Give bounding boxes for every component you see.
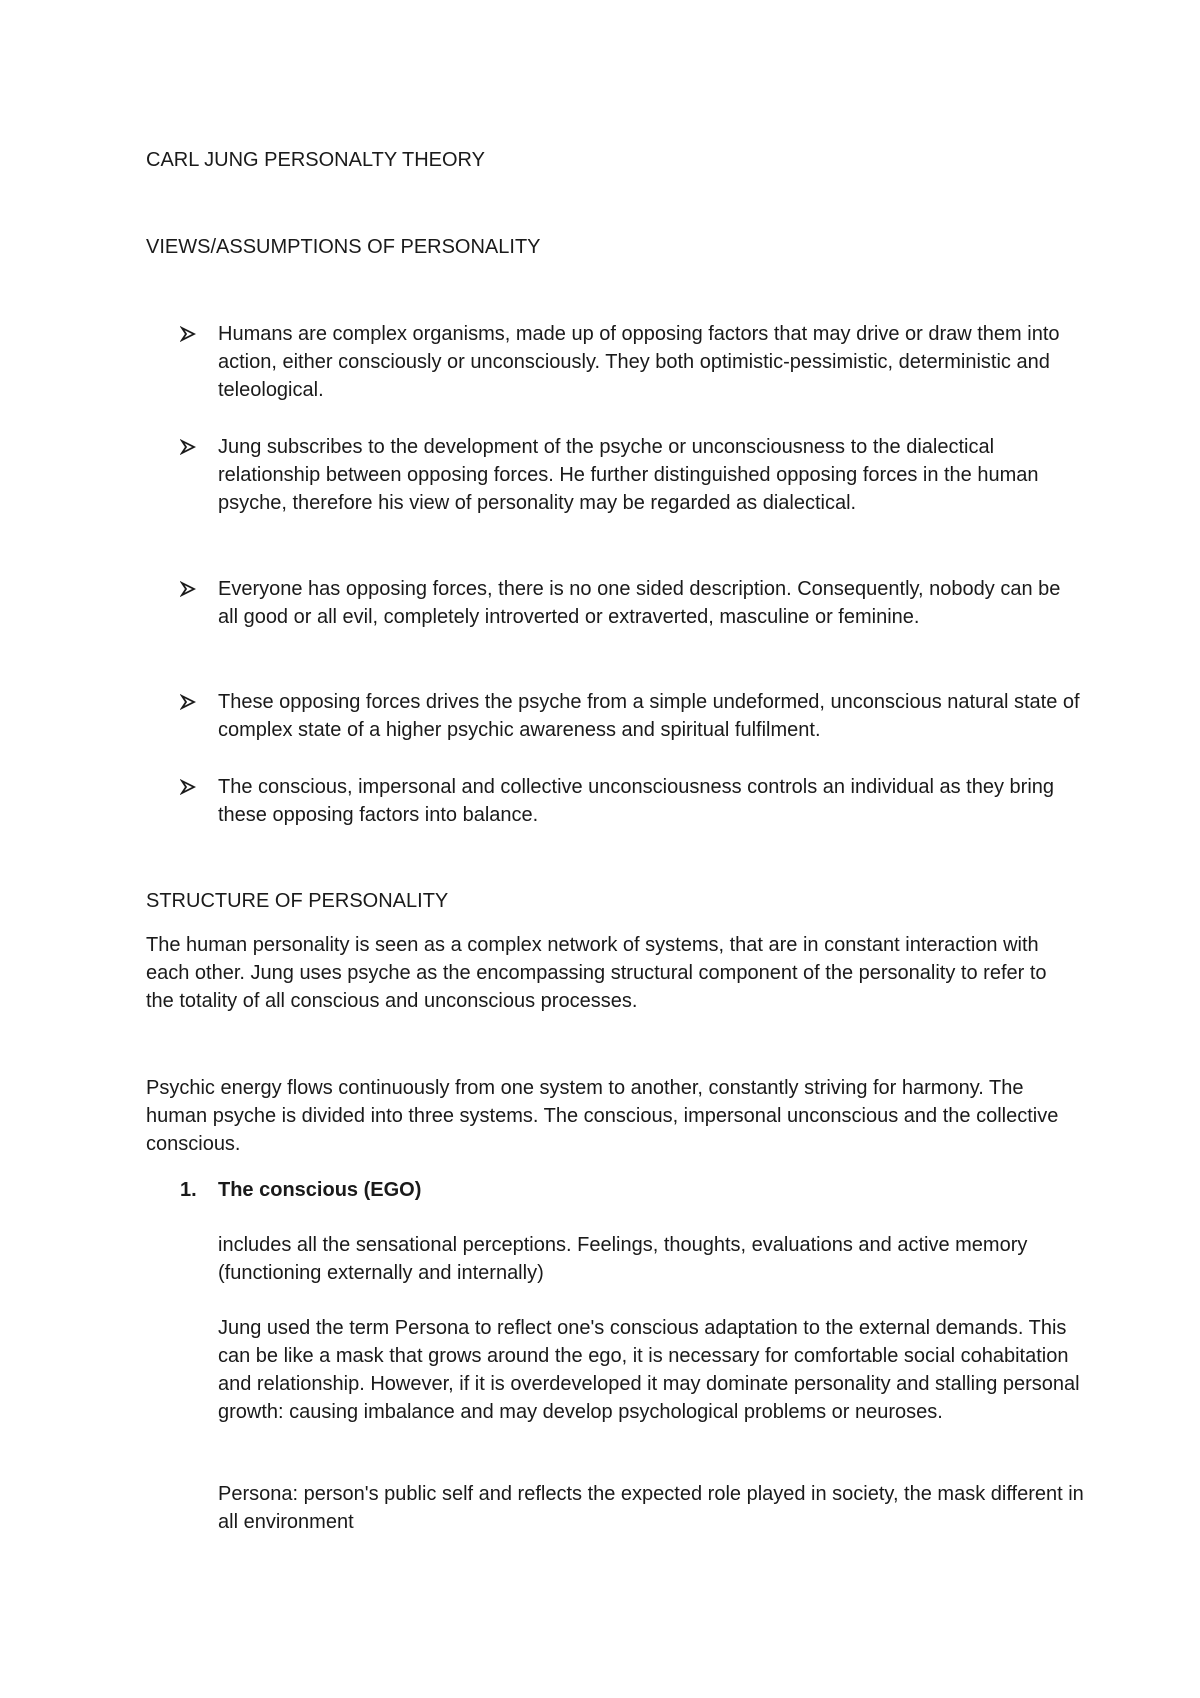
arrow-bullet-icon — [180, 694, 196, 710]
document-title: CARL JUNG PERSONALTY THEORY — [146, 149, 485, 171]
arrow-bullet-icon — [180, 439, 196, 455]
arrow-bullet-icon — [180, 581, 196, 597]
conscious-paragraph-3: Persona: person's public self and reflects the expected role played in society, the mask different in all environment — [218, 1483, 1084, 1533]
structure-heading: STRUCTURE OF PERSONALITY — [146, 890, 449, 912]
bullet-text: Jung subscribes to the development of the psyche or unconsciousness to the dialectical relationship between opposing forces. He further distinguished opposing forces in the human psyche, therefore his view of personality may be regarded as dialectical. — [218, 436, 1039, 514]
bullet-text: Everyone has opposing forces, there is no one sided description. Consequently, nobody can be all good or all evil, completely introverted or extraverted, masculine or feminine. — [218, 578, 1061, 628]
conscious-paragraph-2: Jung used the term Persona to reflect one's conscious adaptation to the external demands. This can be like a mask that grows around the ego, it is necessary for comfortable social cohabitation and relationship. However, if it is overdeveloped it may dominate personality and stalling personal growth: causing imbalance and may develop psychological problems or neuroses. — [218, 1317, 1080, 1423]
structure-paragraph-2: Psychic energy flows continuously from one system to another, constantly striving for harmony. The human psyche is divided into three systems. The conscious, impersonal unconscious and the collective conscious. — [146, 1077, 1059, 1155]
bullet-text: The conscious, impersonal and collective unconsciousness controls an individual as they bring these opposing factors into balance. — [218, 776, 1055, 826]
arrow-bullet-icon — [180, 779, 196, 795]
bullet-text: These opposing forces drives the psyche from a simple undeformed, unconscious natural state of complex state of a higher psychic awareness and spiritual fulfilment. — [218, 691, 1080, 741]
bullet-text: Humans are complex organisms, made up of opposing factors that may drive or draw them into action, either consciously or unconsciously. They both optimistic-pessimistic, deterministic and teleological. — [218, 323, 1060, 401]
views-heading: VIEWS/ASSUMPTIONS OF PERSONALITY — [146, 236, 541, 258]
numbered-item-conscious — [180, 1176, 421, 1204]
conscious-paragraph-1: includes all the sensational perceptions. Feelings, thoughts, evaluations and active memory (functioning externally and internally) — [218, 1234, 1028, 1284]
item-number: 1. — [180, 1179, 197, 1201]
arrow-bullet-icon — [180, 326, 196, 342]
structure-paragraph-1: The human personality is seen as a complex network of systems, that are in constant interaction with each other. Jung uses psyche as the encompassing structural component of the personality to refer to the totality of all conscious and unconscious processes. — [146, 934, 1047, 1012]
item-title: The conscious (EGO) — [218, 1179, 422, 1201]
